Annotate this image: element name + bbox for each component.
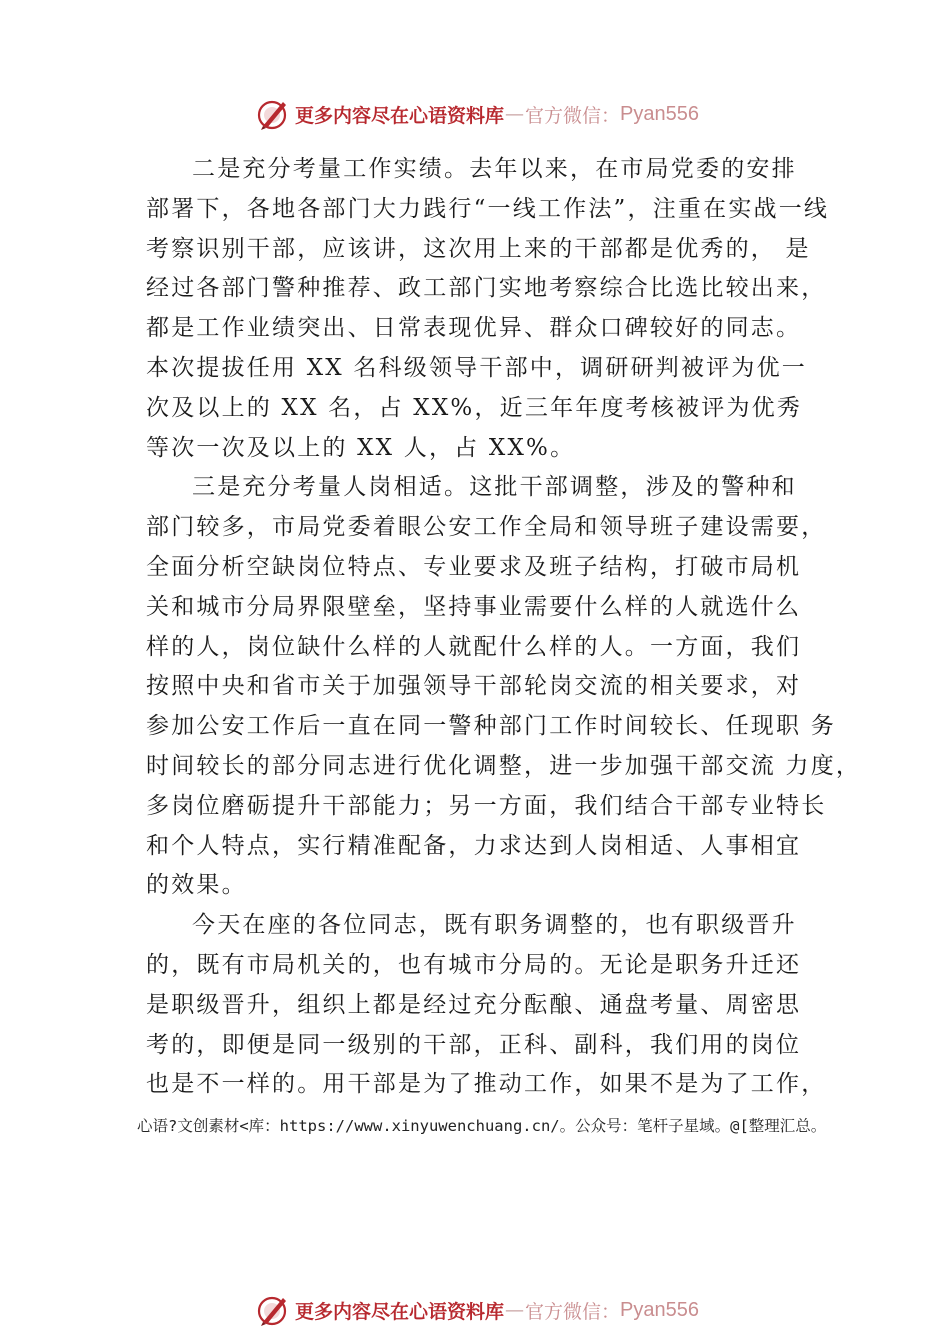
banner-dash: — (505, 103, 525, 125)
text-line: 也是不一样的。用干部是为了推动工作，如果不是为了工作， (146, 1071, 827, 1098)
text-line: 部门较多，市局党委着眼公安工作全局和领导班子建设需要， (146, 514, 827, 541)
header-banner (0, 94, 950, 134)
text-line: 部署下，各地各部门大力践行“一线工作法”，注重在实战一线 (146, 195, 830, 222)
text-line: 是职级晋升，组织上都是经过充分酝酿、通盘考量、周密思 (146, 991, 802, 1018)
text-line: 等次一次及以上的 XX 人，占 XX%。 (146, 434, 576, 461)
text-line: 多岗位磨砺提升干部能力；另一方面，我们结合干部专业特长 (146, 792, 827, 819)
banner-dash: — (505, 1299, 525, 1321)
text-line: 的，既有市局机关的，也有城市分局的。无论是职务升迁还 (146, 951, 802, 978)
text-line: 今天在座的各位同志，既有职务调整的，也有职级晋升 (192, 912, 797, 939)
text-line: 的效果。 (146, 872, 247, 899)
text-line: 经过各部门警种推荐、政工部门实地考察综合比选比较出来， (146, 275, 827, 302)
text-line: 次及以上的 XX 名，占 XX%，近三年年度考核被评为优秀 (146, 394, 803, 421)
text-line: 样的人，岗位缺什么样的人就配什么样的人。一方面，我们 (146, 633, 802, 660)
footer-banner-content (255, 1292, 699, 1328)
text-line: 关和城市分局界限壁垒，坚持事业需要什么样的人就选什么 (146, 593, 802, 620)
footer-banner (0, 1290, 950, 1330)
banner-wechat-label: 官方微信： (525, 104, 621, 127)
text-line: 考的，即便是同一级别的干部，正科、副科，我们用的岗位 (146, 1031, 802, 1058)
pen-circle-logo-icon (255, 96, 291, 132)
text-line: 时间较长的部分同志进行优化调整，进一步加强干部交流 力度， (146, 752, 862, 779)
pen-circle-logo-icon (255, 1292, 291, 1328)
text-line: 本次提拔任用 XX 名科级领导干部中，调研研判被评为优一 (146, 354, 807, 381)
document-body (146, 150, 862, 1105)
footer-note: 心语?文创素材<库：https://www.xinyuwenchuang.cn/。公众号：笔杆子星域。@[整理汇总。 (137, 1117, 827, 1135)
banner-wechat-id: Pyan556 (620, 102, 699, 125)
text-line: 考察识别干部，应该讲，这次用上来的干部都是优秀的， 是 (146, 235, 811, 262)
banner-title: 更多内容尽在心语资料库 (295, 1300, 505, 1323)
text-line: 都是工作业绩突出、日常表现优异、群众口碑较好的同志。 (146, 315, 802, 342)
text-line: 二是充分考量工作实绩。去年以来，在市局党委的安排 (192, 156, 797, 182)
banner-wechat-id: Pyan556 (620, 1298, 699, 1321)
text-line: 按照中央和省市关于加强领导干部轮岗交流的相关要求，对 (146, 673, 802, 700)
text-line: 三是充分考量人岗相适。这批干部调整，涉及的警种和 (192, 474, 797, 501)
text-line: 参加公安工作后一直在同一警种部门工作时间较长、任现职 务 (146, 713, 836, 740)
header-banner-content (255, 96, 699, 132)
banner-title: 更多内容尽在心语资料库 (295, 104, 505, 127)
text-line: 全面分析空缺岗位特点、专业要求及班子结构，打破市局机 (146, 553, 802, 580)
text-line: 和个人特点，实行精准配备，力求达到人岗相适、人事相宜 (146, 832, 802, 859)
banner-wechat-label: 官方微信： (525, 1300, 621, 1323)
